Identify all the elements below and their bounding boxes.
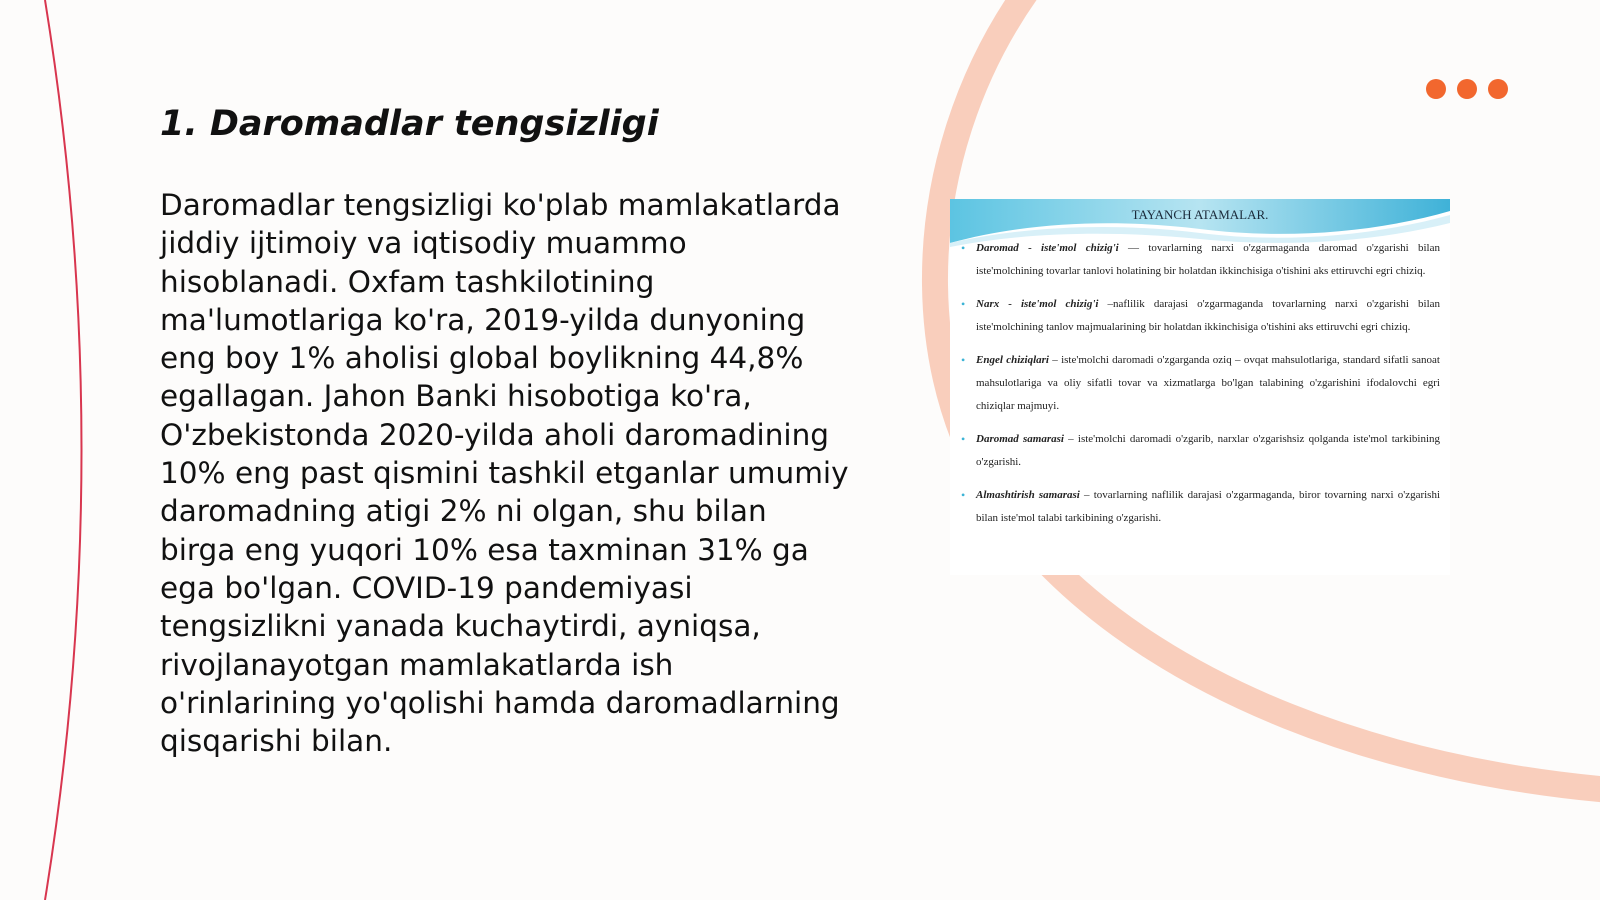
- terms-list: [950, 237, 1450, 530]
- term-item: [976, 237, 1440, 283]
- term-item: [976, 428, 1440, 474]
- card-title: TAYANCH ATAMALAR.: [1131, 207, 1269, 222]
- term-definition: – iste'molchi daromadi o'zgarib, narxlar o'zgarishsiz qolganda iste'mol tarkibining o'zgarishi.: [976, 433, 1440, 468]
- term-definition: – tovarlarning naflilik darajasi o'zgarmaganda, biror tovarning narxi o'zgarishi bilan iste'mol talabi tarkibining o'zgarishi.: [976, 489, 1441, 524]
- key-terms-card: [950, 199, 1450, 575]
- term-name: Almashtirish samarasi: [976, 489, 1080, 501]
- term-definition: — tovarlarning narxi o'zgarmaganda daromad o'zgarishi bilan iste'molchining tovarlar tanlovi holatining bir holatdan ikkinchisiga o'tishini aks ettiruvchi egri chiziq.: [976, 242, 1440, 277]
- more-options-icon: [1426, 79, 1508, 99]
- slide-title: 1. Daromadlar tengsizligi: [160, 104, 659, 144]
- dot-icon: [1488, 79, 1508, 99]
- term-item: [976, 484, 1440, 530]
- term-name: Daromad samarasi: [976, 433, 1064, 445]
- term-item: [976, 293, 1440, 339]
- left-accent-line: [45, 0, 82, 900]
- term-definition: –naflilik darajasi o'zgarmaganda tovarlarning narxi o'zgarishi bilan iste'molchining tanlov majmualarining bir holatdan ikkinchisiga o'tishini aks ettiruvchi egri chiziq.: [976, 298, 1441, 333]
- slide-body-text: Daromadlar tengsizligi ko'plab mamlakatlarda jiddiy ijtimoiy va iqtisodiy muammo hisoblanadi. Oxfam tashkilotining ma'lumotlariga ko'ra, 2019-yilda dunyoning eng boy 1% aholisi global boylikning 44,8% egallagan. Jahon Banki hisobotiga ko'ra, O'zbekistonda 2020-yilda aholi daromadining 10% eng past qismini tashkil etganlar umumiy daromadning atigi 2% ni olgan, shu bilan birga eng yuqori 10% esa taxminan 31% ga ega bo'lgan. COVID-19 pandemiyasi tengsizlikni yanada kuchaytirdi, ayniqsa, rivojlanayotgan mamlakatlarda ish o'rinlarining yo'qolishi hamda daromadlarning qisqarishi bilan.: [160, 188, 849, 759]
- dot-icon: [1426, 79, 1446, 99]
- dot-icon: [1457, 79, 1477, 99]
- term-name: Daromad - iste'mol chizig'i: [976, 242, 1119, 254]
- term-name: Narx - iste'mol chizig'i: [976, 298, 1099, 310]
- term-item: [976, 349, 1440, 418]
- term-name: Engel chiziqlari: [976, 354, 1049, 366]
- term-definition: – iste'molchi daromadi o'zgarganda oziq – ovqat mahsulotlariga, standard sifatli sanoat mahsulotlariga va oliy sifatli tovar va xizmatlarga bo'lgan talabining o'zgarishini ifodalovchi egri chiziqlar majmuyi.: [976, 354, 1440, 412]
